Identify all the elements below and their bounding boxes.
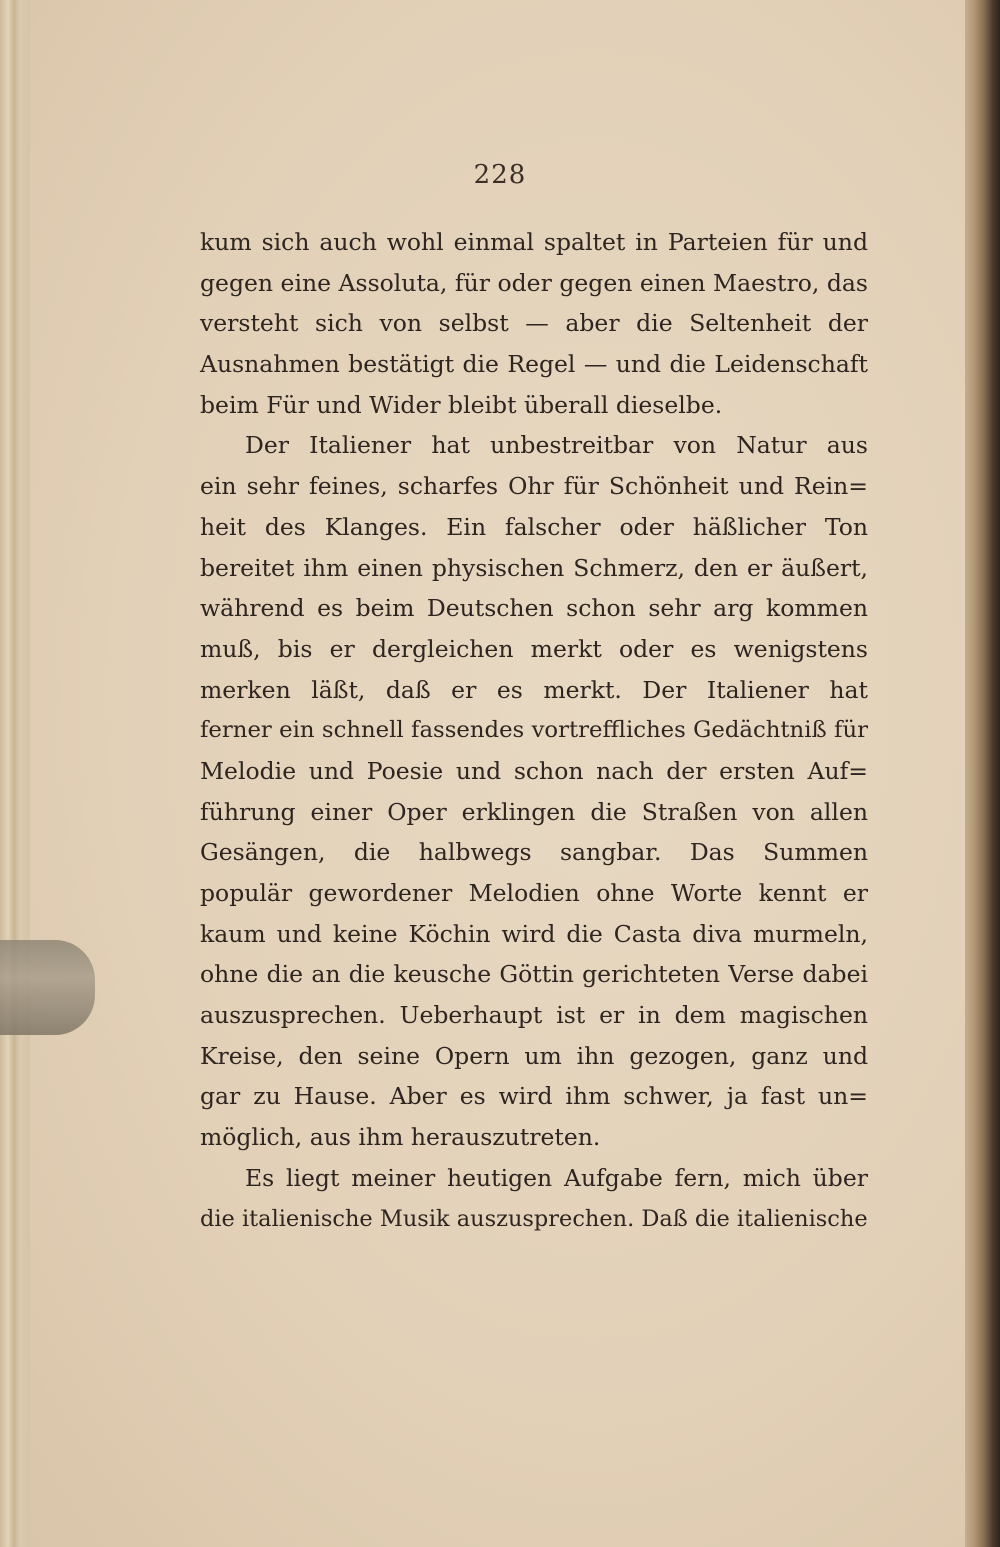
text-line: gar zu Hause. Aber es wird ihm schwer, ja fast un= <box>200 1082 868 1111</box>
text-line: Melodie und Poesie und schon nach der ersten Auf= <box>200 756 868 785</box>
text-line: gegen eine Assoluta, für oder gegen einen Maestro, das <box>200 268 868 297</box>
text-line: muß, bis er dergleichen merkt oder es wenigstens <box>200 634 868 663</box>
text-line: auszusprechen. Ueberhaupt ist er in dem magischen <box>200 1001 868 1030</box>
text-line: während es beim Deutschen schon sehr arg kommen <box>200 594 868 623</box>
text-line: möglich, aus ihm herauszutreten. <box>200 1123 601 1152</box>
text-line: beim Für und Wider bleibt überall dieselbe. <box>200 390 723 419</box>
book-spine <box>0 0 30 1547</box>
text-line: ein sehr feines, scharfes Ohr für Schönheit und Rein= <box>200 472 868 501</box>
text-line: bereitet ihm einen physischen Schmerz, den er äußert, <box>200 553 868 582</box>
text-line: kum sich auch wohl einmal spaltet in Parteien für und <box>200 228 868 256</box>
text-line: Ausnahmen bestätigt die Regel — und die Leidenschaft <box>200 350 868 379</box>
text-line: ohne die an die keusche Göttin gerichteten Verse dabei <box>200 960 868 989</box>
page-fore-edge <box>965 0 1000 1547</box>
page-clip-mark <box>0 940 95 1035</box>
text-line: Gesängen, die halbwegs sangbar. Das Summen <box>200 838 868 867</box>
text-line: kaum und keine Köchin wird die Casta diva murmeln, <box>200 919 868 948</box>
text-line: die italienische Musik auszusprechen. Daß die italienische <box>200 1205 868 1232</box>
text-line: führung einer Oper erklingen die Straßen von allen <box>200 797 868 826</box>
text-line: ferner ein schnell fassendes vortreffliches Gedächtniß für <box>200 717 868 744</box>
text-line: versteht sich von selbst — aber die Seltenheit der <box>200 309 868 338</box>
text-line: merken läßt, daß er es merkt. Der Italiener hat <box>200 675 868 704</box>
text-line: Der Italiener hat unbestreitbar von Natur aus <box>245 431 868 460</box>
text-line: Es liegt meiner heutigen Aufgabe fern, mich über <box>245 1163 868 1192</box>
page-number: 228 <box>473 160 527 190</box>
text-line: Kreise, den seine Opern um ihn gezogen, ganz und <box>200 1041 868 1070</box>
body-text <box>200 222 868 1239</box>
text-line: heit des Klanges. Ein falscher oder häßlicher Ton <box>200 512 868 541</box>
text-line: populär gewordener Melodien ohne Worte kennt er <box>200 879 868 907</box>
